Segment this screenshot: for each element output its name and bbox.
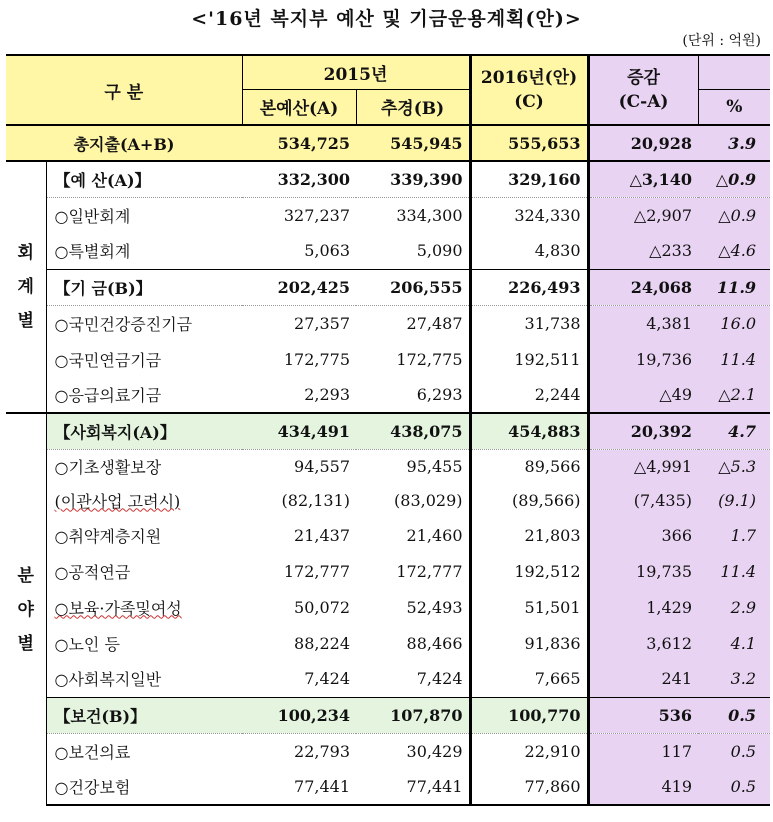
row-a: 434,491 <box>242 413 356 449</box>
row-label: 【보건(B)】 <box>46 697 242 733</box>
row-diff: 117 <box>588 733 698 769</box>
table-row <box>6 589 770 625</box>
table-row <box>6 553 770 589</box>
row-b: 52,493 <box>406 597 463 617</box>
row-diff: 20,392 <box>588 413 698 449</box>
header-category: 구 분 <box>6 55 242 125</box>
row-b: 334,300 <box>356 197 470 233</box>
row-b: 172,777 <box>396 561 463 581</box>
total-row <box>6 125 770 161</box>
row-diff: 366 <box>588 517 698 553</box>
row-diff: △4,991 <box>588 449 698 483</box>
row-label: ○일반회계 <box>46 197 242 233</box>
row-c: 324,330 <box>470 197 588 233</box>
row-a: (82,131) <box>281 490 351 510</box>
row-diff: △3,140 <box>588 161 698 197</box>
row-diff: (7,435) <box>588 483 698 517</box>
row-diff: △233 <box>588 233 698 269</box>
row-c: 7,665 <box>470 661 588 697</box>
row-pct: △0.9 <box>698 161 770 197</box>
total-pct: 3.9 <box>698 125 770 161</box>
row-diff: 1,429 <box>588 589 698 625</box>
table-row <box>6 733 770 769</box>
row-a: 100,234 <box>242 697 356 733</box>
row-b: 6,293 <box>416 385 463 404</box>
row-pct: 4.1 <box>698 625 770 661</box>
row-c: 226,493 <box>470 269 588 305</box>
table-row <box>6 517 770 553</box>
row-a: 327,237 <box>242 197 356 233</box>
row-diff: 536 <box>588 697 698 733</box>
table-row <box>6 661 770 697</box>
row-label: ○기초생활보장 <box>46 449 242 483</box>
row-pct: 0.5 <box>698 733 770 769</box>
row-label: ○특별회계 <box>54 242 131 262</box>
section-by-field <box>6 413 46 805</box>
row-a: 21,437 <box>294 525 351 545</box>
row-pct: △5.3 <box>698 449 770 483</box>
header-row-1 <box>6 55 770 89</box>
row-label: ○응급의료기금 <box>54 386 162 405</box>
row-diff: 24,068 <box>588 269 698 305</box>
row-b: 339,390 <box>356 161 470 197</box>
row-diff: △49 <box>588 377 698 413</box>
row-diff: 419 <box>588 769 698 805</box>
row-b: 77,441 <box>356 769 470 805</box>
row-pct: 11.4 <box>698 341 770 377</box>
total-c: 555,653 <box>470 125 588 161</box>
row-c: 192,512 <box>470 553 588 589</box>
row-pct: △0.9 <box>698 197 770 233</box>
row-pct: 2.9 <box>698 589 770 625</box>
row-pct: 11.9 <box>698 269 770 305</box>
row-b: 5,090 <box>416 241 463 261</box>
row-b: 27,487 <box>356 305 470 341</box>
row-b: 7,424 <box>416 669 463 689</box>
row-c: 454,883 <box>470 413 588 449</box>
row-label: ○국민건강증진기금 <box>46 305 242 341</box>
table-row <box>6 305 770 341</box>
table-row <box>6 269 770 305</box>
row-a: 22,793 <box>242 733 356 769</box>
row-label: ○공적연금 <box>54 562 131 582</box>
row-c: 77,860 <box>470 769 588 805</box>
row-b: 88,466 <box>406 633 463 653</box>
table-row <box>6 161 770 197</box>
table-row <box>6 769 770 805</box>
table-row <box>6 377 770 413</box>
row-a: 172,775 <box>283 349 351 369</box>
row-label <box>46 589 242 625</box>
table-row <box>6 625 770 661</box>
row-a: 88,224 <box>294 633 351 653</box>
row-c: 4,830 <box>470 233 588 269</box>
row-label: ○건강보험 <box>46 769 242 805</box>
row-b: 107,870 <box>356 697 470 733</box>
row-label: ○노인 등 <box>54 634 120 654</box>
table-row <box>6 449 770 483</box>
row-label: ○취약계층지원 <box>54 526 162 546</box>
row-pct: 1.7 <box>698 517 770 553</box>
section-by-account <box>6 161 46 413</box>
row-b: 21,460 <box>406 525 463 545</box>
row-c: 100,770 <box>470 697 588 733</box>
page-title: <'16년 복지부 예산 및 기금운용계획(안)> <box>191 8 582 30</box>
row-c: 91,836 <box>470 625 588 661</box>
row-a: 332,300 <box>242 161 356 197</box>
row-a: 77,441 <box>242 769 356 805</box>
row-a: 5,063 <box>304 241 351 261</box>
header-change-line1: 증감 <box>627 68 660 88</box>
row-b: 438,075 <box>356 413 470 449</box>
row-b: 172,775 <box>396 349 463 369</box>
header-supplementary: 추경(B) <box>356 89 470 125</box>
row-diff: 241 <box>588 661 698 697</box>
row-b: 30,429 <box>356 733 470 769</box>
row-pct: 0.5 <box>698 697 770 733</box>
row-b: 95,455 <box>356 449 470 483</box>
total-label: 총지출(A+B) <box>6 125 242 161</box>
row-pct: 11.4 <box>698 553 770 589</box>
row-b: 206,555 <box>356 269 470 305</box>
header-percent: % <box>698 89 770 125</box>
row-pct: 16.0 <box>698 305 770 341</box>
row-c: 329,160 <box>470 161 588 197</box>
row-a: 94,557 <box>242 449 356 483</box>
row-label: ○국민연금기금 <box>54 350 162 370</box>
total-b: 545,945 <box>356 125 470 161</box>
table-row <box>6 413 770 449</box>
header-2016-line2: (C) <box>514 92 544 112</box>
row-pct: △4.6 <box>698 233 770 269</box>
row-pct: 3.2 <box>698 661 770 697</box>
row-diff: 3,612 <box>588 625 698 661</box>
row-a: 202,425 <box>242 269 356 305</box>
row-a: 7,424 <box>304 669 351 689</box>
table-row <box>6 197 770 233</box>
unit-label: (단위 : 억원) <box>682 33 761 49</box>
row-a: 50,072 <box>294 597 351 617</box>
row-pct: 0.5 <box>698 769 770 805</box>
row-a: 27,357 <box>242 305 356 341</box>
row-label: ○사회복지일반 <box>54 670 162 690</box>
row-diff: △2,907 <box>588 197 698 233</box>
section-by-field-label: 분 야 별 <box>17 565 34 654</box>
row-c: (89,566) <box>470 483 588 517</box>
row-pct: 4.7 <box>698 413 770 449</box>
header-original-budget: 본예산(A) <box>242 89 356 125</box>
header-change <box>588 55 698 125</box>
row-diff: 4,381 <box>588 305 698 341</box>
row-label: 【사회복지(A)】 <box>46 413 242 449</box>
row-c: 192,511 <box>470 341 588 377</box>
section-by-account-label: 회 계 별 <box>17 243 34 331</box>
row-diff: 19,736 <box>588 341 698 377</box>
row-a: 2,293 <box>304 385 351 404</box>
row-pct: (9.1) <box>698 483 770 517</box>
header-2016 <box>470 55 588 125</box>
total-a: 534,725 <box>242 125 356 161</box>
header-2016-line1: 2016년(안) <box>480 68 578 88</box>
row-a: 172,777 <box>283 561 351 581</box>
header-change-line2: (C-A) <box>618 92 669 112</box>
row-c: 22,910 <box>470 733 588 769</box>
row-c: 31,738 <box>470 305 588 341</box>
row-pct: △2.1 <box>698 377 770 413</box>
budget-table <box>6 54 770 806</box>
table-row <box>6 341 770 377</box>
row-diff: 19,735 <box>588 553 698 589</box>
row-c: 51,501 <box>470 589 588 625</box>
row-c: 89,566 <box>470 449 588 483</box>
row-label: 【예 산(A)】 <box>46 161 242 197</box>
row-label-text: ○보육·가족및여성 <box>54 598 182 618</box>
row-label <box>46 483 242 517</box>
row-b: (83,029) <box>394 490 463 510</box>
row-label: 【기 금(B)】 <box>46 269 242 305</box>
row-label-text: (이관사업 고려시) <box>54 491 181 511</box>
total-diff: 20,928 <box>588 125 698 161</box>
table-row <box>6 483 770 517</box>
row-c: 2,244 <box>470 377 588 413</box>
row-c: 21,803 <box>470 517 588 553</box>
table-row <box>6 233 770 269</box>
table-row <box>6 697 770 733</box>
header-2015: 2015년 <box>242 55 470 89</box>
row-label: ○보건의료 <box>46 733 242 769</box>
header-pct-top <box>698 55 770 89</box>
